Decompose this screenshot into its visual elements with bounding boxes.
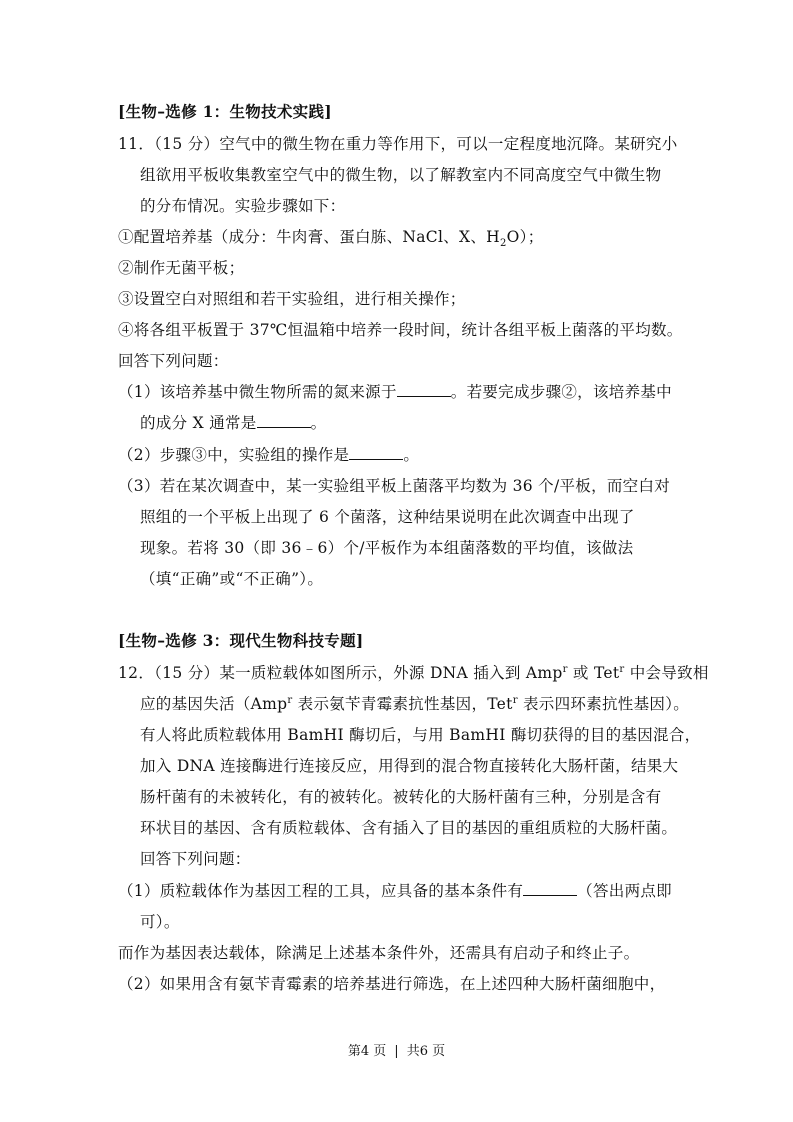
q11-part1-line1: （1）该培养基中微生物所需的氮来源于 。若要完成步骤②，该培养基中	[118, 383, 672, 401]
answer-blank	[397, 382, 451, 397]
q12-line2: 应的基因失活（Amp$^r$ 表示氨苄青霉素抗性基因，Tet$^r$ 表示四环素抗性基因）。	[140, 694, 690, 713]
q12-answer-prompt: 回答下列问题：	[140, 850, 251, 868]
q11-step2: ②制作无菌平板；	[118, 259, 245, 277]
q12-line1: 12．（15 分）某一质粒载体如图所示，外源 DNA 插入到 Amp$^r$ 或 Tet$^r$ 中会导致相	[118, 663, 709, 682]
answer-blank	[349, 445, 403, 460]
q11-part3-line1: （3）若在某次调查中，某一实验组平板上菌落平均数为 36 个/平板，而空白对	[118, 477, 671, 495]
q12-extra-note: 而作为基因表达载体，除满足上述基本条件外，还需具有启动子和终止子。	[118, 944, 640, 962]
q11-step4: ④将各组平板置于 37℃恒温箱中培养一段时间，统计各组平板上菌落的平均数。	[118, 321, 683, 339]
q12-part1-line1: （1）质粒载体作为基因工程的工具，应具备的基本条件有 （答出两点即	[118, 882, 672, 900]
q12-line4: 加入 DNA 连接酶进行连接反应，用得到的混合物直接转化大肠杆菌，结果大	[140, 757, 679, 775]
section2-title: [生物–选修 3：现代生物科技专题]	[118, 631, 364, 650]
q11-answer-prompt: 回答下列问题：	[118, 352, 229, 370]
answer-blank	[257, 413, 311, 428]
q11-part3-line2: 照组的一个平板上出现了 6 个菌落，这种结果说明在此次调查中出现了	[140, 508, 635, 526]
q11-line3: 的分布情况。实验步骤如下：	[140, 197, 346, 215]
q12-line3: 有人将此质粒载体用 BamHI 酶切后，与用 BamHI 酶切获得的目的基因混合，	[140, 726, 701, 744]
total-pages: 共6 页	[406, 1044, 446, 1059]
footer-separator: |	[394, 1044, 399, 1059]
q11-part3-line4: （填“正确”或“不正确”）。	[140, 570, 324, 588]
q12-part2: （2）如果用含有氨苄青霉素的培养基进行筛选，在上述四种大肠杆菌细胞中，	[118, 975, 666, 993]
q11-part1-line2: 的成分 X 通常是 。	[140, 414, 327, 432]
q11-line1: 11．（15 分）空气中的微生物在重力等作用下，可以一定程度地沉降。某研究小	[118, 135, 678, 153]
q12-part1-line2: 可）。	[140, 913, 180, 931]
q11-step3: ③设置空白对照组和若干实验组，进行相关操作；	[118, 290, 466, 308]
q11-line2: 组欲用平板收集教室空气中的微生物，以了解教室内不同高度空气中微生物	[140, 166, 662, 184]
answer-blank	[523, 881, 577, 896]
page-footer	[0, 1040, 793, 1059]
q11-step1: ①配置培养基（成分：牛肉膏、蛋白胨、NaCl、X、$H_2O$）；	[118, 228, 544, 250]
current-page: 第4 页	[347, 1044, 387, 1059]
q11-part3-line3: 现象。若将 30（即 36﹣6）个/平板作为本组菌落数的平均值，该做法	[140, 539, 634, 557]
q12-line6: 环状目的基因、含有质粒载体、含有插入了目的基因的重组质粒的大肠杆菌。	[140, 819, 678, 837]
q12-line5: 肠杆菌有的未被转化，有的被转化。被转化的大肠杆菌有三种，分别是含有	[140, 788, 662, 806]
q11-part2: （2）步骤③中，实验组的操作是 。	[118, 446, 420, 464]
section1-title: [生物–选修 1：生物技术实践]	[118, 102, 332, 121]
